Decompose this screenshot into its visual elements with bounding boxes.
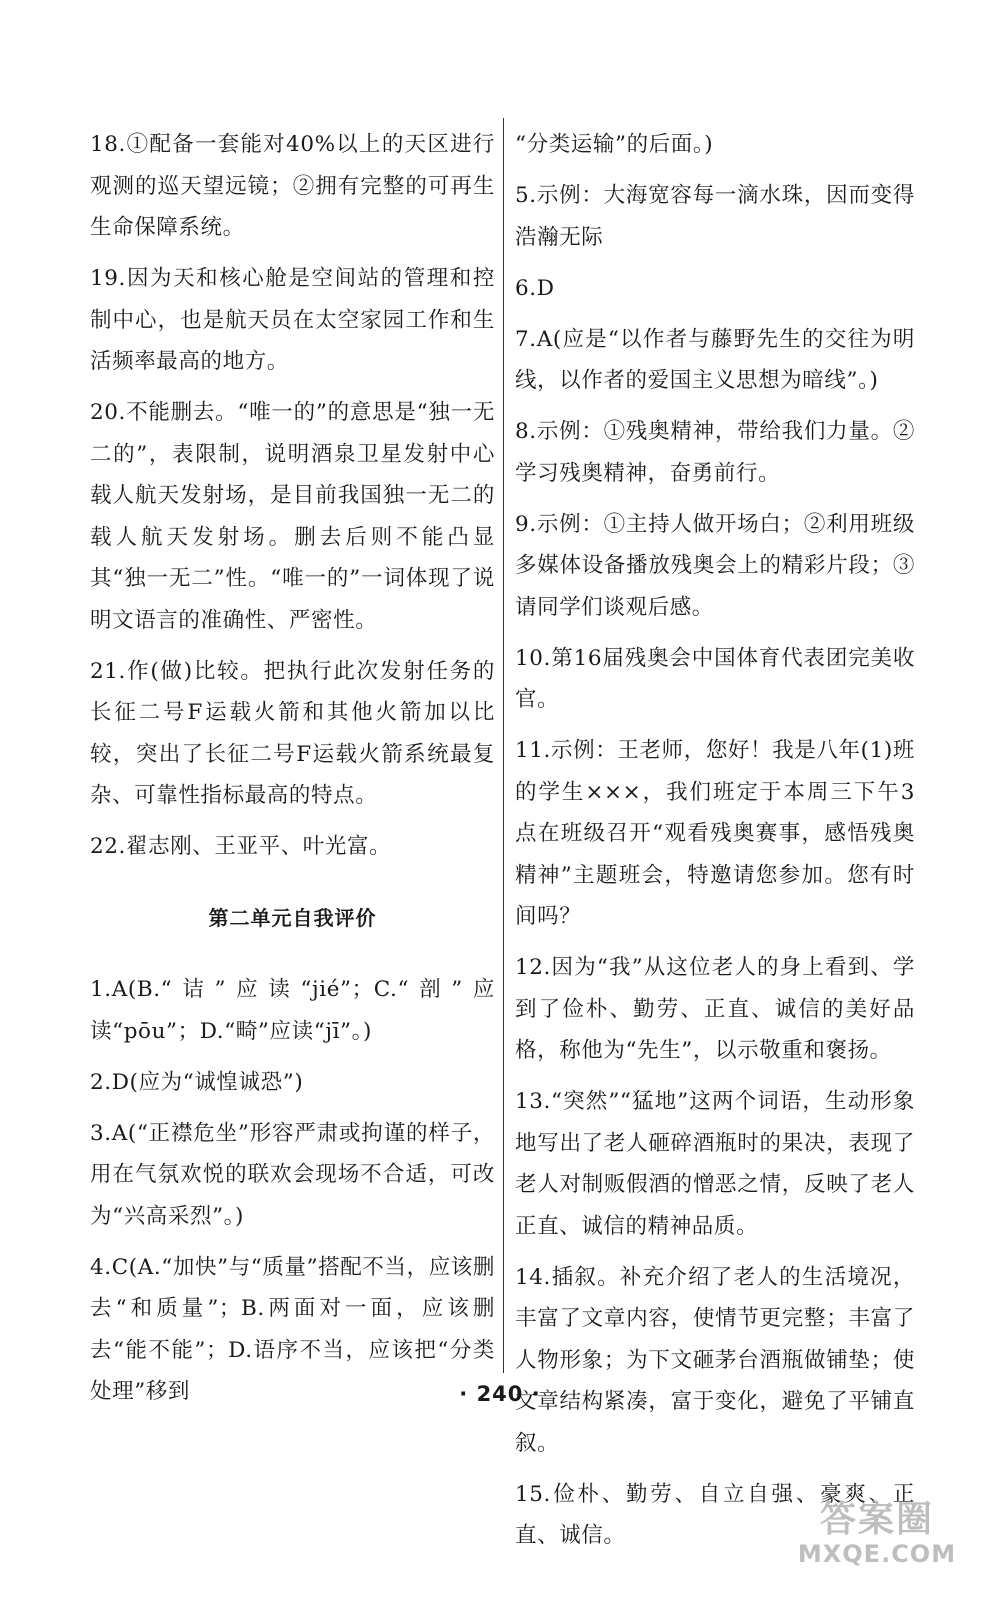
page-number: · 240 · <box>459 1382 541 1406</box>
answer-item-8: 8.示例：①残奥精神，带给我们力量。②学习残奥精神，奋勇前行。 <box>515 419 915 486</box>
answer-item-18: 18.①配备一套能对40%以上的天区进行观测的巡天望远镜；②拥有完整的可再生生命保障系统。 <box>90 132 495 240</box>
answer-item-22: 22.翟志刚、王亚平、叶光富。 <box>90 834 392 859</box>
answer-item-1: 1.A(B.“诘”应读“jié”；C.“剖”应读“pōu”；D.“畸”应读“jī”。) <box>90 977 495 1044</box>
right-column <box>515 124 915 1566</box>
answer-item-2: 2.D(应为“诚惶诚恐”) <box>90 1069 304 1095</box>
watermark-logo <box>782 1500 972 1578</box>
answer-item-13: 13.“突然”“猛地”这两个词语，生动形象地写出了老人砸碎酒瓶时的果决，表现了老人对制贩假酒的憎恶之情，反映了老人正直、诚信的精神品质。 <box>515 1089 915 1239</box>
answer-item-9: 9.示例：①主持人做开场白；②利用班级多媒体设备播放残奥会上的精彩片段；③请同学们谈观后感。 <box>515 511 915 620</box>
answer-item-6: 6.D <box>515 275 555 301</box>
left-column <box>90 124 495 1422</box>
answer-item-10: 10.第16届残奥会中国体育代表团完美收官。 <box>515 645 915 712</box>
answer-item-21: 21.作(做)比较。把执行此次发射任务的长征二号F运载火箭和其他火箭加以比较，突出了长征二号F运载火箭系统最复杂、可靠性指标最高的特点。 <box>90 658 495 808</box>
answer-item-4-continued: “分类运输”的后面。) <box>515 132 714 157</box>
answer-item-20: 20.不能删去。“唯一的”的意思是“独一无二的”，表限制，说明酒泉卫星发射中心载人航天发射场，是目前我国独一无二的载人航天发射场。删去后则不能凸显其“独一无二”性。“唯一的”一词体现了说明文语言的准确性、严密性。 <box>90 400 495 633</box>
answer-item-11: 11.示例：王老师，您好！我是八年(1)班的学生×××，我们班定于本周三下午3点在班级召开“观看残奥赛事，感悟残奥精神”主题班会，特邀请您参加。您有时间吗？ <box>515 738 915 929</box>
answer-item-12: 12.因为“我”从这位老人的身上看到、学到了俭朴、勤劳、正直、诚信的美好品格，称他为“先生”，以示敬重和褒扬。 <box>515 955 915 1063</box>
answer-item-5: 5.示例：大海宽容每一滴水珠，因而变得浩瀚无际 <box>515 183 915 250</box>
watermark-title: 答案圈 <box>819 1499 934 1540</box>
column-divider <box>503 118 504 1373</box>
answer-item-3: 3.A(“正襟危坐”形容严肃或拘谨的样子，用在气氛欢悦的联欢会现场不合适，可改为“兴高采烈”。) <box>90 1120 495 1229</box>
answer-item-15: 15.俭朴、勤劳、自立自强、豪爽、正直、诚信。 <box>515 1481 915 1548</box>
answer-item-7: 7.A(应是“以作者与藤野先生的交往为明线，以作者的爱国主义思想为暗线”。) <box>515 326 915 393</box>
answer-item-14: 14.插叙。补充介绍了老人的生活境况，丰富了文章内容，使情节更完整；丰富了人物形象；为下文砸茅台酒瓶做铺垫；使文章结构紧凑，富于变化，避免了平铺直叙。 <box>515 1264 915 1456</box>
answer-item-4: 4.C(A.“加快”与“质量”搭配不当，应该删去“和质量”；B.两面对一面，应该删去“能不能”；D.语序不当，应该把“分类处理”移到 <box>90 1254 495 1404</box>
section-title: 第二单元自我评价 <box>208 905 377 930</box>
answer-item-19: 19.因为天和核心舱是空间站的管理和控制中心，也是航天员在太空家园工作和生活频率最高的地方。 <box>90 266 495 374</box>
watermark-url: MXQE.COM <box>797 1540 957 1568</box>
